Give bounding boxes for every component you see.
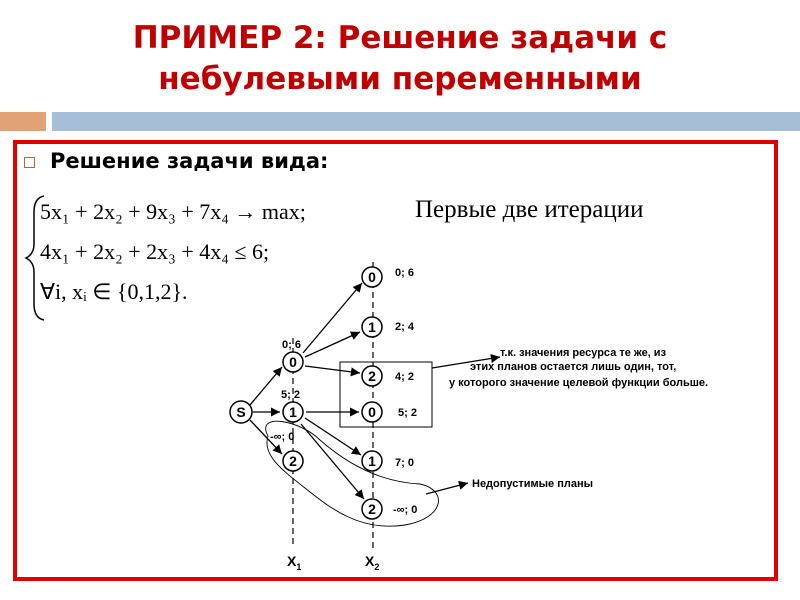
- node-b4: [362, 451, 382, 471]
- node-s: [230, 401, 252, 423]
- annotation-line-3: у которого значение целевой функции больше.: [449, 377, 709, 389]
- edge-a0-b0: [303, 283, 362, 353]
- edge-s-a0: [250, 367, 282, 405]
- label-b1: 2; 4: [395, 321, 414, 333]
- node-a1-label: 1: [289, 404, 297, 420]
- edge-a1-b4: [305, 418, 361, 455]
- node-b1: [362, 317, 382, 337]
- annotation-line-1: т.к. значения ресурса те же, из: [500, 347, 667, 359]
- label-b5: -∞; 0: [393, 504, 418, 516]
- axis-x2-subscript: 2: [374, 562, 380, 572]
- formula-objective: 5x₁ + 2x₂ + 9x₃ + 7x₄ → max;: [40, 199, 306, 224]
- axis-x2-letter: X: [365, 553, 375, 569]
- label-b0: 0; 6: [395, 267, 414, 279]
- edge-a0-b2: [305, 366, 360, 373]
- node-b3-label: 0: [368, 404, 376, 420]
- edge-a0-b1: [305, 332, 360, 357]
- label-a1: 5; 2: [281, 389, 300, 401]
- formula-domain: ∀i, xᵢ ∈ {0,1,2}.: [40, 279, 188, 304]
- annotation-line-2: этих планов остается лишь один, тот,: [470, 361, 677, 373]
- infeasible-label: Недопустимые планы: [472, 478, 594, 490]
- node-b2-label: 2: [368, 368, 376, 384]
- iterations-note: Первые две итерации: [415, 196, 644, 223]
- node-b2: [362, 366, 382, 386]
- node-b0-label: 0: [368, 269, 376, 285]
- axis-x1-letter: X: [287, 553, 297, 569]
- node-b1-label: 1: [368, 319, 376, 335]
- label-b4: 7; 0: [395, 457, 414, 469]
- node-b0: [362, 267, 382, 287]
- title-line-1: ПРИМЕР 2: Решение задачи с: [132, 20, 668, 56]
- infeasible-arrow: [426, 483, 468, 494]
- node-b3: [362, 402, 382, 422]
- node-b5: [362, 499, 382, 519]
- axis-x1-subscript: 1: [296, 562, 302, 572]
- node-a0-label: 0: [289, 354, 297, 370]
- label-a0: 0; 6: [282, 339, 301, 351]
- axis-x2-label: [365, 553, 379, 572]
- formula-constraint: 4x₁ + 2x₂ + 2x₃ + 4x₄ ≤ 6;: [40, 239, 270, 264]
- node-a1: [283, 402, 303, 422]
- label-a2: -∞; 0: [270, 431, 295, 443]
- system-brace: [26, 196, 44, 320]
- label-b2: 4; 2: [395, 371, 414, 383]
- node-a2: [283, 451, 303, 471]
- edge-a1-b5: [301, 424, 364, 499]
- node-s-label: S: [236, 404, 246, 420]
- node-a2-label: 2: [289, 453, 297, 469]
- label-b3: 5; 2: [398, 407, 417, 419]
- node-a0: [283, 352, 303, 372]
- node-b5-label: 2: [368, 501, 376, 517]
- title-line-2: небулевыми переменными: [158, 61, 642, 97]
- axis-x1-label: [287, 553, 301, 572]
- bullet-text: Решение задачи вида:: [50, 149, 329, 173]
- node-b4-label: 1: [368, 453, 376, 469]
